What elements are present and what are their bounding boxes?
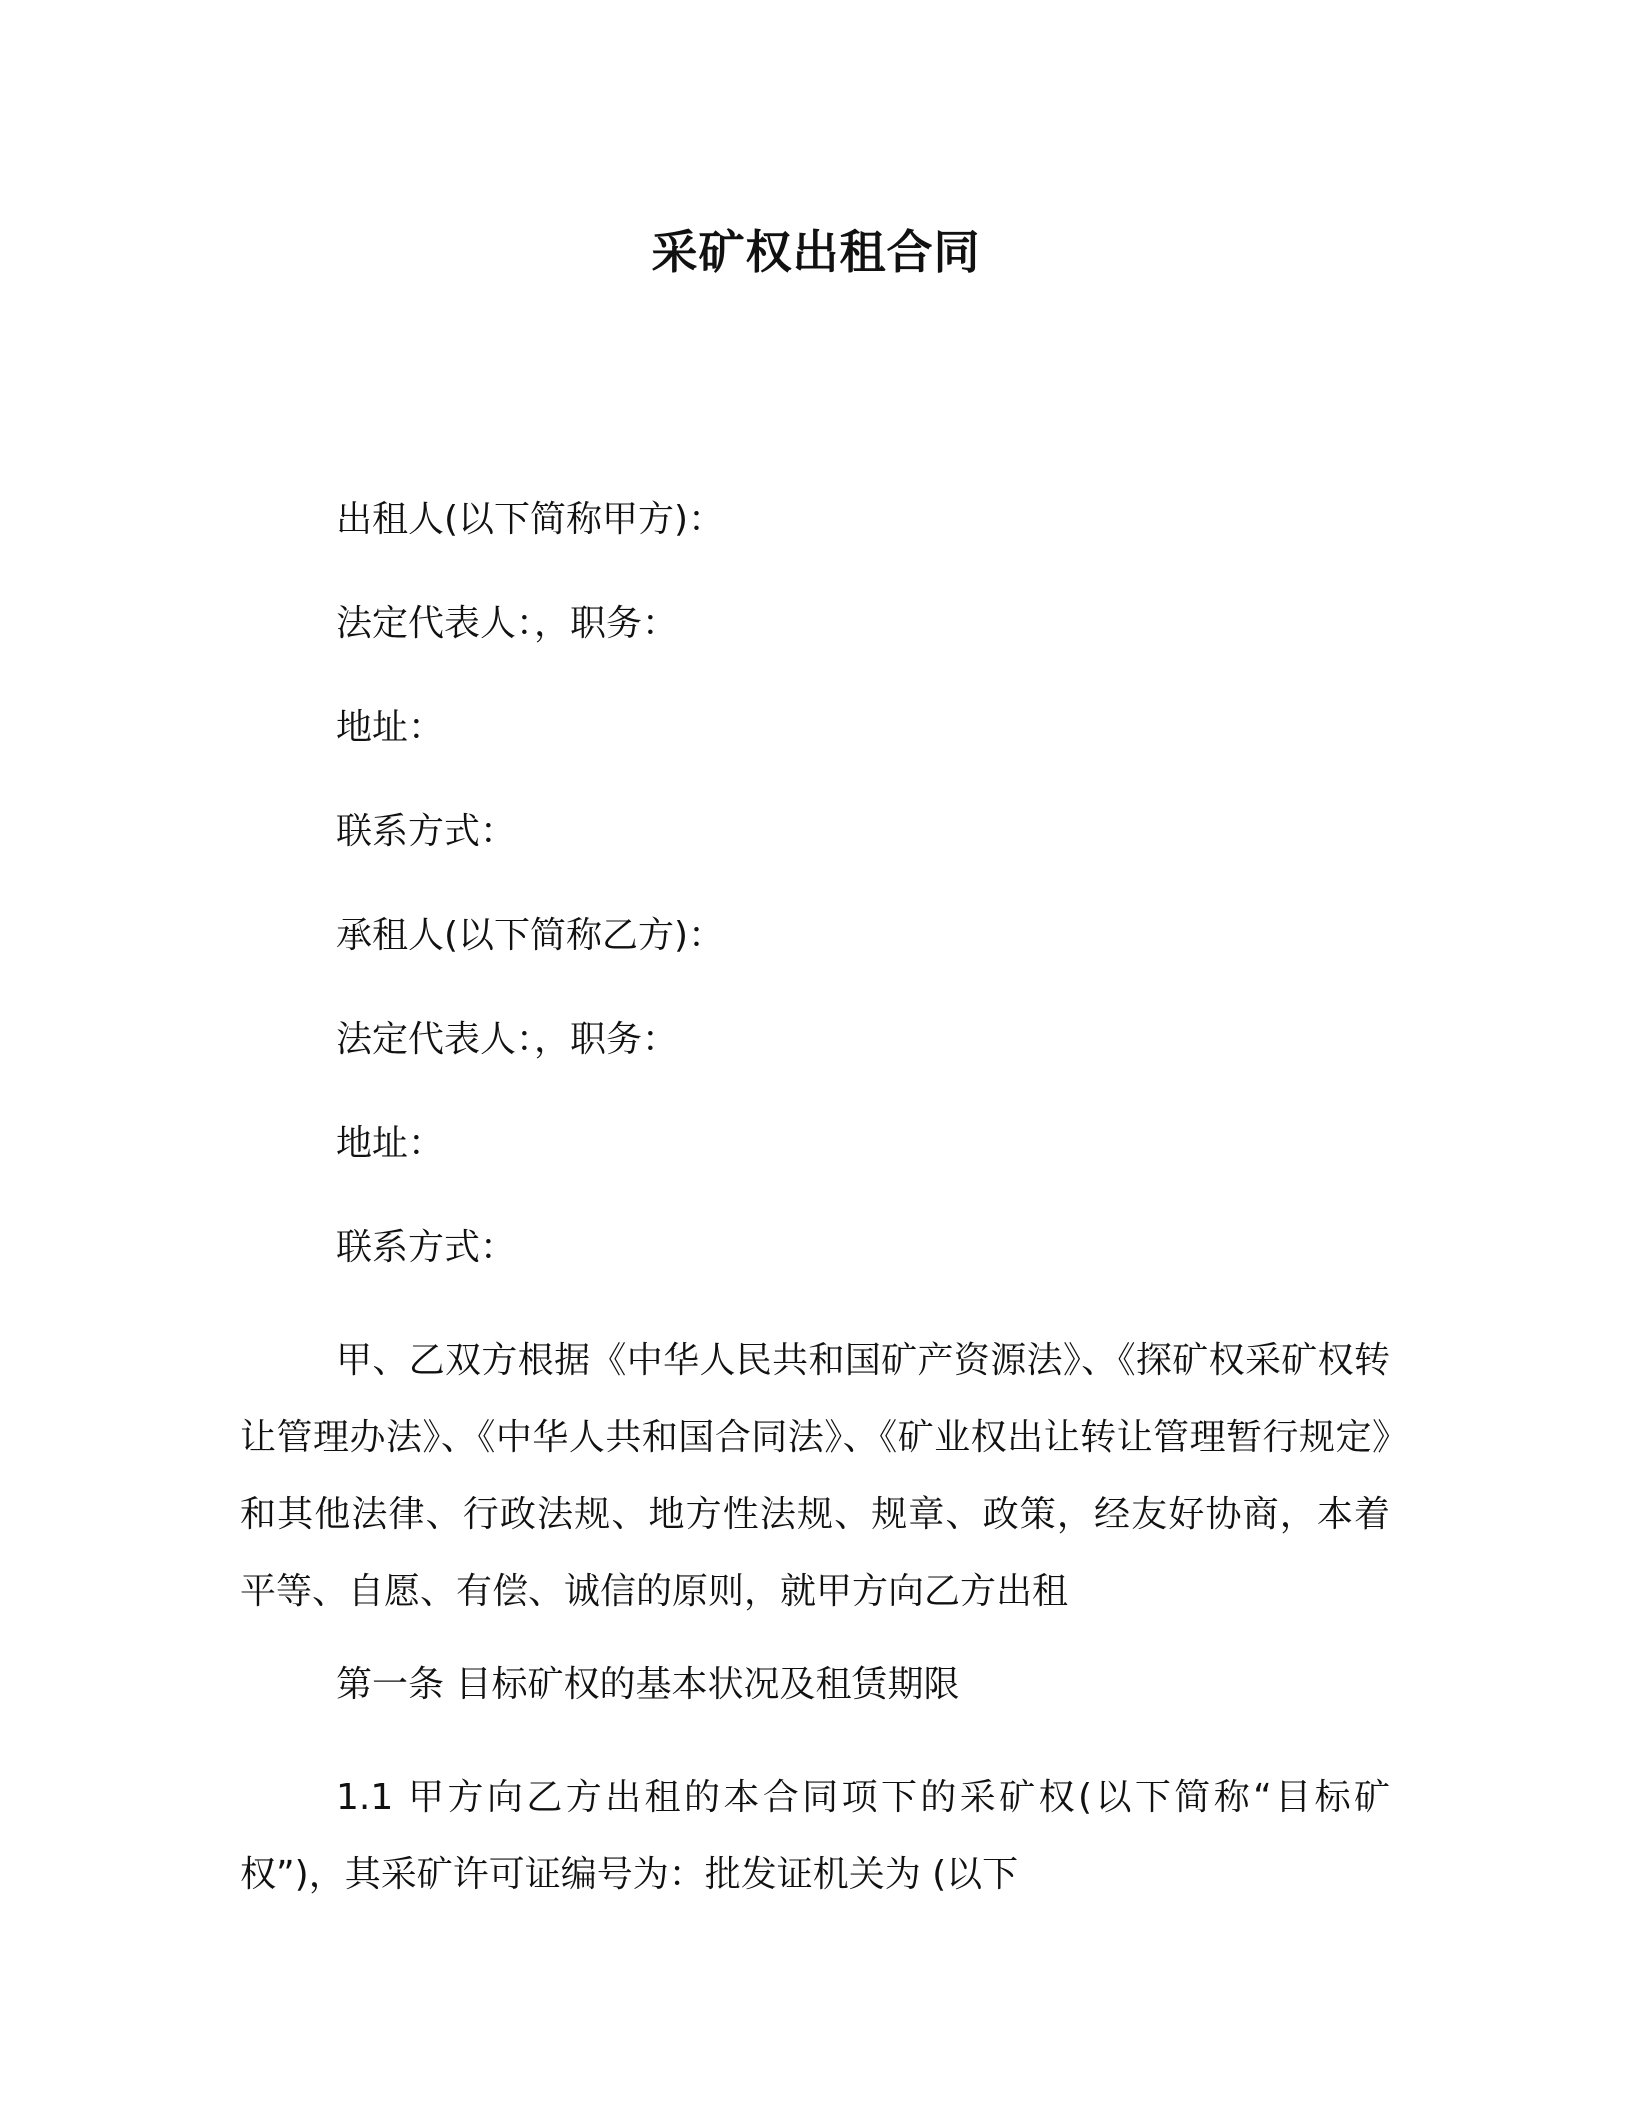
lessor-address-line: 地址：: [336, 707, 445, 748]
lessee-contact-line: 联系方式：: [336, 1227, 517, 1268]
lessor-contact-line: 联系方式：: [336, 811, 517, 852]
lessee-address-line: 地址：: [336, 1123, 445, 1164]
lessor-legal-representative-line: 法定代表人：，职务：: [336, 603, 679, 644]
document-body: [240, 490, 1390, 1913]
document-title: 采矿权出租合同: [651, 225, 981, 279]
clause-1-1-paragraph: 1.1 甲方向乙方出租的本合同项下的采矿权(以下简称“目标矿权”)，其采矿许可证编号为：批发证机关为 (以下: [240, 1777, 1390, 1895]
lessor-line: 出租人(以下简称甲方)：: [336, 499, 725, 540]
lessee-line: 承租人(以下简称乙方)：: [336, 915, 725, 956]
article-1-heading: 第一条 目标矿权的基本状况及租赁期限: [336, 1664, 960, 1705]
preamble-paragraph: 甲、乙双方根据《中华人民共和国矿产资源法》、《探矿权采矿权转让管理办法》、《中华人共和国合同法》、《矿业权出让转让管理暂行规定》和其他法律、行政法规、地方性法规、规章、政策，经友好协商，本着平等、自愿、有偿、诚信的原则，就甲方向乙方出租: [240, 1340, 1390, 1612]
lessee-legal-representative-line: 法定代表人：，职务：: [336, 1019, 679, 1060]
